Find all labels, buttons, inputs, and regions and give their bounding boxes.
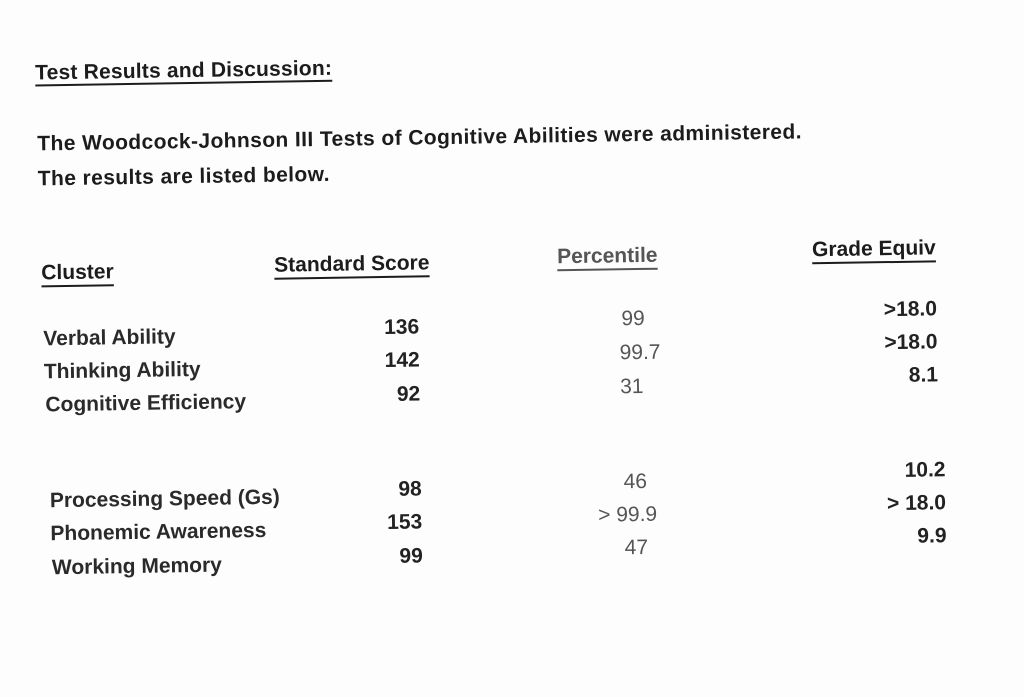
table-row-cluster: Thinking Ability [43, 357, 201, 384]
table-row-grade-equiv: >18.0 [884, 330, 938, 355]
table-row-grade-equiv: 9.9 [917, 524, 947, 548]
intro-line-1: The Woodcock-Johnson III Tests of Cognitive Abilities were administered. [37, 120, 803, 156]
table-row-cluster: Phonemic Awareness [50, 518, 267, 546]
table-row-grade-equiv: > 18.0 [886, 491, 947, 516]
table-row-cluster: Cognitive Efficiency [45, 390, 247, 417]
table-row-grade-equiv: 8.1 [908, 363, 939, 387]
header-standard-score: Standard Score [274, 251, 430, 277]
table-row-standard-score: 153 [387, 510, 423, 534]
table-row-percentile: > 99.9 [597, 502, 658, 527]
intro-paragraph [37, 111, 1024, 197]
table-row-grade-equiv: 10.2 [904, 458, 946, 482]
section-heading: Test Results and Discussion: [34, 56, 333, 85]
table-row-percentile: 31 [619, 374, 644, 399]
table-row-percentile: 47 [624, 535, 649, 560]
table-row-standard-score: 136 [383, 315, 420, 340]
header-cluster: Cluster [41, 260, 114, 285]
table-row-standard-score: 99 [399, 544, 423, 568]
table-row-standard-score: 98 [398, 477, 422, 501]
table-row-percentile: 99 [621, 306, 645, 331]
table-row-cluster: Verbal Ability [43, 325, 176, 351]
table-row-cluster: Working Memory [51, 553, 223, 580]
table-row-percentile: 46 [623, 469, 648, 494]
table-row-cluster: Processing Speed (Gs) [49, 485, 280, 513]
table-row-percentile: 99.7 [619, 340, 661, 365]
header-percentile: Percentile [556, 243, 658, 269]
table-row-standard-score: 142 [384, 348, 420, 373]
intro-line-2: The results are listed below. [37, 162, 331, 191]
table-row-grade-equiv: >18.0 [883, 297, 938, 322]
header-grade-equiv: Grade Equiv [811, 236, 936, 262]
table-row-standard-score: 92 [396, 382, 421, 406]
